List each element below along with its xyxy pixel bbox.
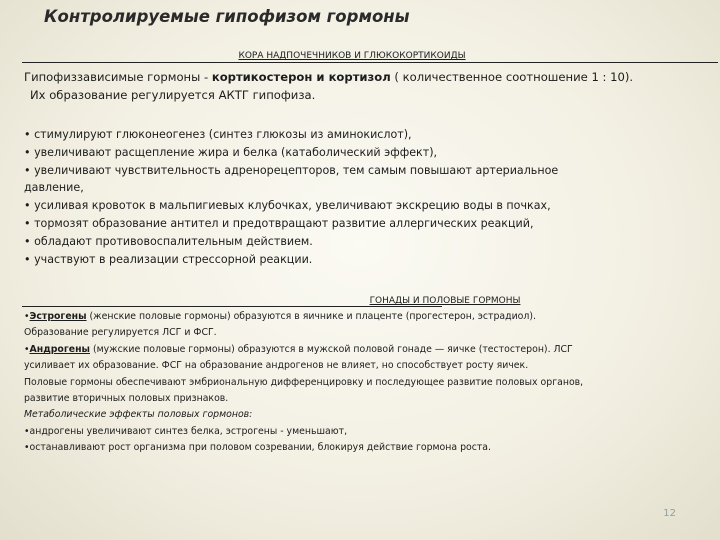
estrogen-term: Эстрогены: [29, 311, 87, 322]
effect-item: давление,: [24, 181, 84, 195]
metabolic-item: •андрогены увеличивают синтез белка, эстрогены - уменьшают,: [24, 425, 348, 437]
effect-item: • обладают противовоспалительным действием.: [24, 234, 313, 248]
adrenal-heading: КОРА НАДПОЧЕЧНИКОВ И ГЛЮКОКОРТИКОИДЫ: [238, 51, 466, 61]
adrenal-intro: [24, 68, 714, 104]
effect-item: • увеличивают чувствительность адренорецепторов, тем самым повышают артериальное: [24, 163, 559, 177]
adrenal-divider: [22, 62, 718, 63]
effect-item: • стимулируют глюконеогенез (синтез глюкозы из аминокислот),: [24, 128, 412, 141]
estrogen-bullet: •: [24, 311, 30, 322]
androgen-term: Андрогены: [29, 343, 90, 355]
estrogen-line: [24, 309, 700, 325]
estrogen-regulation: Образование регулируется ЛСГ и ФСГ.: [24, 327, 217, 339]
general-effects-2: развитие вторичных половых признаков.: [24, 393, 229, 405]
gonads-section: [24, 309, 700, 457]
intro-prefix: Гипофиззависимые гормоны -: [24, 70, 212, 84]
androgen-bullet: •: [24, 343, 30, 355]
effect-item: • тормозят образование антител и предотвращают развитие аллергических реакций,: [24, 216, 534, 230]
intro-regulation: Их образование регулируется АКТГ гипофиза.: [30, 88, 316, 102]
slide-title: Контролируемые гипофизом гормоны: [44, 7, 410, 26]
gonads-divider: [22, 306, 442, 307]
androgen-regulation: усиливает их образование. ФСГ на образование андрогенов не влияет, но способствует росту яичек.: [24, 360, 529, 372]
gonads-heading: ГОНАДЫ И ПОЛОВЫЕ ГОРМОНЫ: [369, 296, 521, 306]
metabolic-heading: Метаболические эффекты половых гормонов:: [24, 409, 253, 421]
androgen-text: (мужские половые гормоны) образуются в мужской половой гонаде — яичке (тестостерон). ЛСГ: [89, 343, 573, 355]
effect-item: • усиливая кровоток в мальпигиевых клубочках, увеличивают экскрецию воды в почках,: [24, 199, 551, 213]
effect-item: • увеличивают расщепление жира и белка (катаболический эффект),: [24, 145, 438, 159]
androgen-line: [24, 342, 700, 358]
page-number: 12: [663, 508, 676, 519]
general-effects-1: Половые гормоны обеспечивают эмбриональную дифференцировку и последующее развитие половых органов,: [24, 376, 584, 388]
effect-item: • участвуют в реализации стрессорной реакции.: [24, 252, 313, 266]
metabolic-item: •останавливают рост организма при половом созревании, блокируя действие гормона роста.: [24, 442, 492, 454]
intro-hormones: кортикостерон и кортизол: [211, 70, 391, 84]
adrenal-effects-list: [24, 126, 700, 268]
estrogen-text: (женские половые гормоны) образуются в яичнике и плаценте (прогестерон, эстрадиол).: [86, 311, 536, 322]
intro-ratio: ( количественное соотношение 1 : 10).: [390, 70, 634, 84]
